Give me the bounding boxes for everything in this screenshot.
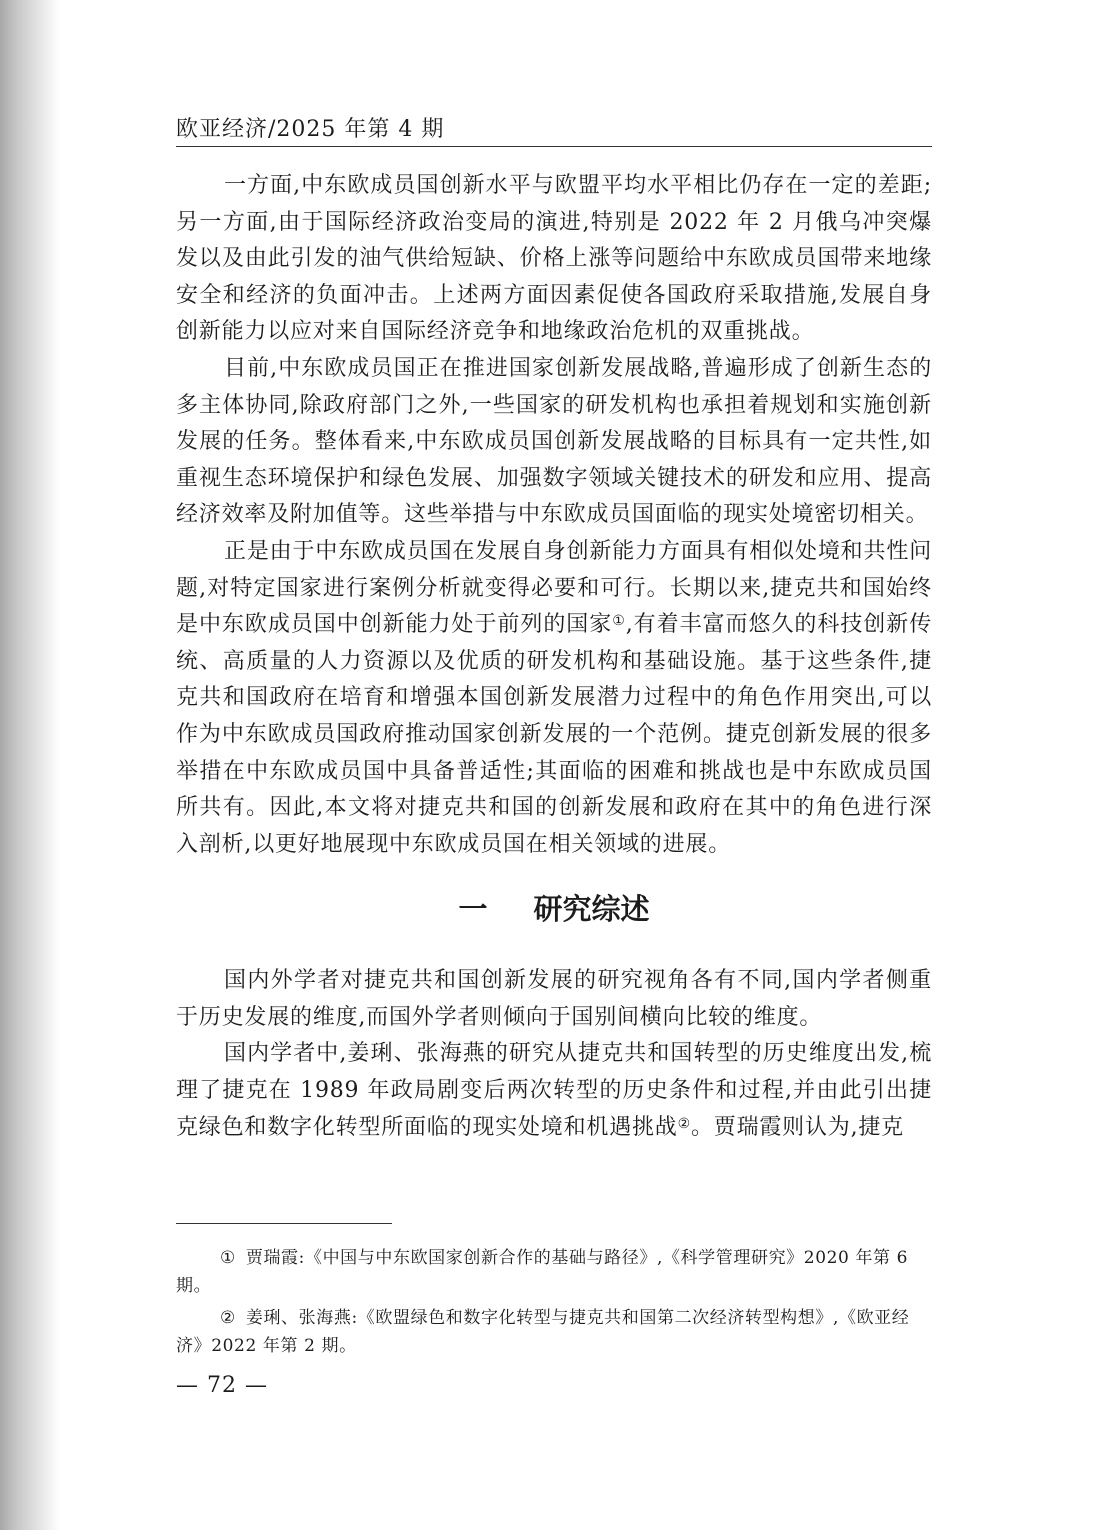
footnotes (176, 1244, 932, 1364)
footnote-1 (176, 1244, 932, 1300)
section-number: 一 (458, 892, 488, 927)
footnote-1-text: 贾瑞霞:《中国与中东欧国家创新合作的基础与路径》,《科学管理研究》2020 年第 6 期。 (176, 1248, 909, 1296)
paragraph-3-part-b: ,有着丰富而悠久的科技创新传统、高质量的人力资源以及优质的研发机构和基础设施。基于这些条件,捷克共和国政府在培育和增强本国创新发展潜力过程中的角色作用突出,可以作为中东欧成员国政府推动国家创新发展的一个范例。捷克创新发展的很多举措在中东欧成员国中具备普适性;其面临的困难和挑战也是中东欧成员国所共有。因此,本文将对捷克共和国的创新发展和政府在其中的角色进行深入剖析,以更好地展现中东欧成员国在相关领域的进展。 (176, 612, 932, 857)
paragraph-4: 国内外学者对捷克共和国创新发展的研究视角各有不同,国内学者侧重于历史发展的维度,而国外学者则倾向于国别间横向比较的维度。 (176, 968, 932, 1030)
footnote-2-text: 姜琍、张海燕:《欧盟绿色和数字化转型与捷克共和国第二次经济转型构想》,《欧亚经济》2022 年第 2 期。 (176, 1308, 910, 1356)
footnote-ref-2[interactable]: ② (677, 1115, 691, 1132)
section-title: 研究综述 (533, 892, 650, 927)
footnote-2 (176, 1304, 932, 1360)
running-header: 欧亚经济/2025 年第 4 期 (176, 117, 445, 142)
footnote-2-mark: ② (220, 1308, 236, 1328)
body-text (176, 168, 932, 1146)
paragraph-5 (176, 1036, 932, 1146)
section-heading (176, 889, 932, 929)
paragraph-3 (176, 534, 932, 863)
paragraph-2: 目前,中东欧成员国正在推进国家创新发展战略,普遍形成了创新生态的多主体协同,除政府部门之外,一些国家的研发机构也承担着规划和实施创新发展的任务。整体看来,中东欧成员国创新发展战略的目标具有一定共性,如重视生态环境保护和绿色发展、加强数字领域关键技术的研发和应用、提高经济效率及附加值等。这些举措与中东欧成员国面临的现实处境密切相关。 (176, 355, 932, 528)
header-rule (176, 146, 932, 147)
paragraph-1: 一方面,中东欧成员国创新水平与欧盟平均水平相比仍存在一定的差距;另一方面,由于国际经济政治变局的演进,特别是 2022 年 2 月俄乌冲突爆发以及由此引发的油气供给短缺、价格上涨等问题给中东欧成员国带来地缘安全和经济的负面冲击。上述两方面因素促使各国政府采取措施,发展自身创新能力以应对来自国际经济竞争和地缘政治危机的双重挑战。 (176, 173, 932, 345)
footnote-separator (176, 1223, 392, 1224)
paragraph-5-part-b: 。贾瑞霞则认为,捷克 (690, 1114, 904, 1140)
paragraph-3-part-a: 正是由于中东欧成员国在发展自身创新能力方面具有相似处境和共性问题,对特定国家进行案例分析就变得必要和可行。长期以来,捷克共和国始终是中东欧成员国中创新能力处于前列的国家 (176, 538, 932, 638)
page-number: — 72 — (176, 1373, 268, 1398)
paragraph-5-part-a: 国内学者中,姜琍、张海燕的研究从捷克共和国转型的历史维度出发,梳理了捷克在 1989 年政局剧变后两次转型的历史条件和过程,并由此引出捷克绿色和数字化转型所面临的现实处境和机遇挑战 (176, 1041, 932, 1140)
footnote-ref-1[interactable]: ① (612, 613, 626, 630)
footnote-1-mark: ① (220, 1248, 236, 1268)
